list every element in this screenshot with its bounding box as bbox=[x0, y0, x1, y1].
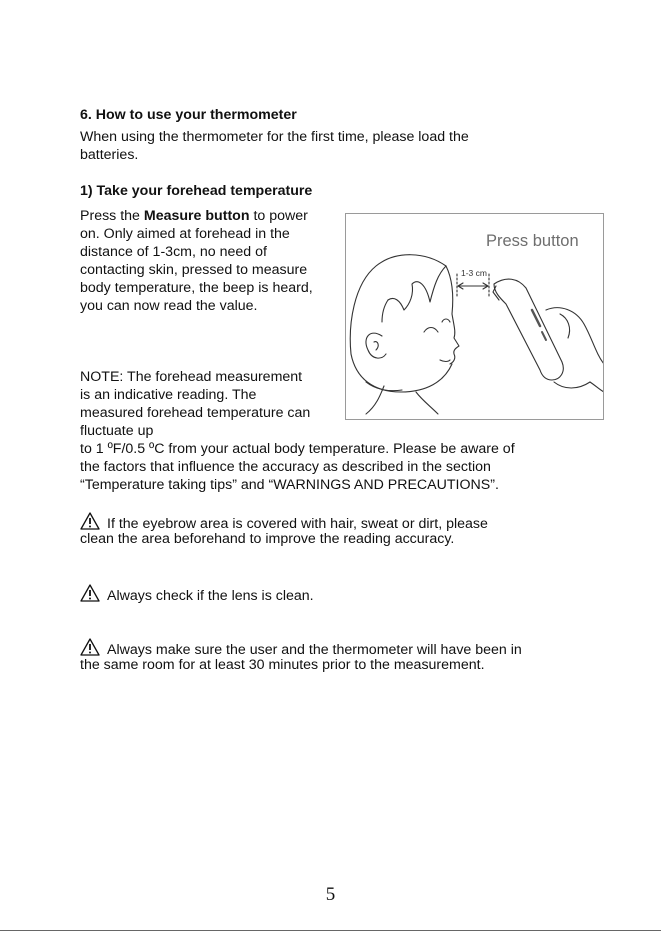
note-line-4: fluctuate up bbox=[80, 423, 154, 439]
warning-triangle-icon bbox=[80, 584, 100, 602]
measure-button-term: Measure button bbox=[143, 208, 250, 224]
step-para-line-5: body temperature, the beep is heard, bbox=[80, 280, 313, 296]
intro-line-1: When using the thermometer for the first time, please load the bbox=[80, 129, 469, 145]
note-line-6: the factors that influence the accuracy as described in the section bbox=[80, 459, 491, 475]
press-button-label: Press button bbox=[486, 232, 579, 250]
note-line-1: NOTE: The forehead measurement bbox=[80, 369, 303, 385]
step-para-prefix: Press the bbox=[80, 208, 144, 224]
warning-3-text: Always make sure the user and the thermometer will have been in bbox=[107, 642, 522, 658]
step-para-line-4: contacting skin, pressed to measure bbox=[80, 262, 308, 278]
step-para-line-1 bbox=[80, 207, 308, 225]
distance-label: 1-3 cm bbox=[461, 268, 487, 278]
warning-triangle-icon bbox=[80, 638, 100, 656]
forehead-measurement-illustration bbox=[345, 213, 604, 420]
step-heading: 1) Take your forehead temperature bbox=[80, 183, 313, 199]
note-line-3: measured forehead temperature can bbox=[80, 405, 311, 421]
page-number: 5 bbox=[325, 884, 336, 905]
note-line-5: to 1 ºF/0.5 ºC from your actual body temperature. Please be aware of bbox=[80, 441, 515, 457]
warning-1-text: If the eyebrow area is covered with hair, sweat or dirt, please bbox=[107, 516, 488, 532]
warning-2-line-1 bbox=[80, 584, 314, 605]
note-line-7: “Temperature taking tips” and “WARNINGS AND PRECAUTIONS”. bbox=[80, 477, 499, 493]
step-para-line-6: you can now read the value. bbox=[80, 298, 258, 314]
warning-3-line-2: the same room for at least 30 minutes prior to the measurement. bbox=[80, 657, 485, 673]
intro-line-2: batteries. bbox=[80, 147, 139, 163]
warning-triangle-icon bbox=[80, 512, 100, 530]
warning-2-text: Always check if the lens is clean. bbox=[107, 588, 314, 604]
section-heading: 6. How to use your thermometer bbox=[80, 107, 297, 123]
note-line-2: is an indicative reading. The bbox=[80, 387, 257, 403]
step-para-suffix: to power bbox=[249, 208, 308, 224]
warning-1-line-2: clean the area beforehand to improve the reading accuracy. bbox=[80, 531, 455, 547]
step-para-line-3: distance of 1-3cm, no need of bbox=[80, 244, 267, 260]
step-para-line-2: on. Only aimed at forehead in the bbox=[80, 226, 290, 242]
bottom-divider bbox=[0, 930, 661, 931]
